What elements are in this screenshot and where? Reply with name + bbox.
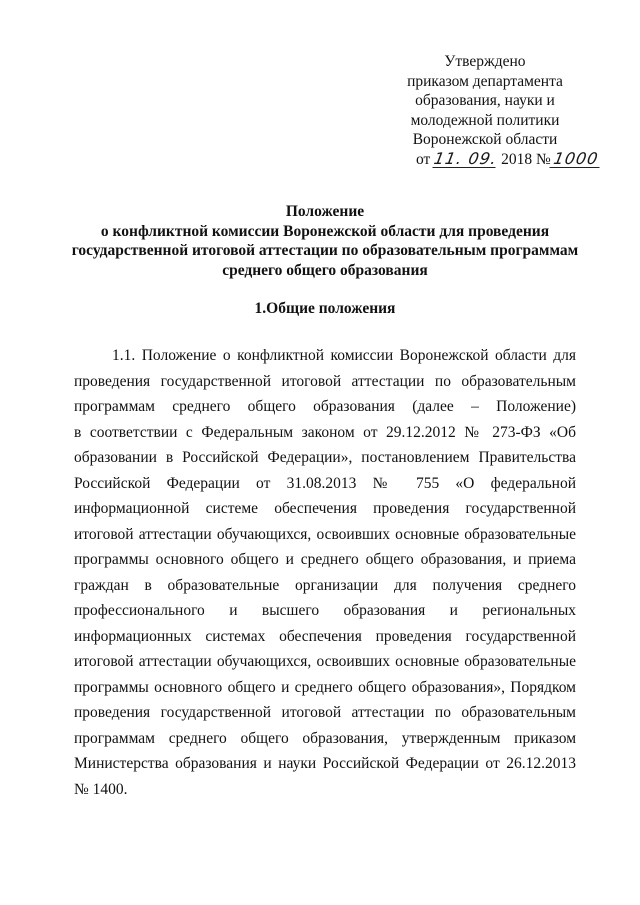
paragraph-line-text: Российской Федерации от 31.08.2013 № 755 «О федеральной [74, 474, 576, 492]
approval-line-policy: молодежной политики [410, 111, 560, 129]
paragraph-line [74, 573, 576, 599]
paragraph-line-text: информационных системах обеспечения проведения государственной [74, 627, 576, 645]
paragraph-line-text: программам среднего общего образования (далее – Положение) [74, 398, 576, 415]
paragraph-1-1 [74, 343, 576, 802]
paragraph-line [74, 369, 576, 395]
paragraph-line-text: итоговой аттестации обучающихся, освоивших основные образовательные [74, 525, 576, 543]
paragraph-line-text: 1.1. Положение о конфликтной комиссии Воронежской области для [112, 347, 576, 364]
paragraph-line [74, 675, 576, 701]
paragraph-line [74, 420, 576, 446]
paragraph-line-text: программы основного общего и среднего общего образования», Порядком [74, 678, 576, 696]
paragraph-line [74, 496, 576, 522]
number-sign: № [535, 150, 551, 168]
paragraph-line [74, 394, 576, 420]
handwritten-order-number: 1000 [549, 150, 602, 168]
approval-year: 2018 [501, 150, 533, 168]
document-title [60, 202, 590, 280]
section-heading: 1.Общие положения [254, 300, 396, 317]
paragraph-line-text: Министерства образования и науки Российской Федерации от 26.12.2013 [74, 755, 576, 772]
handwritten-date: 11. 09. [432, 148, 499, 168]
paragraph-line-text: в соответствии с Федеральным законом от 29.12.2012 № 273-ФЗ «Об [74, 423, 576, 441]
title-line-4: среднего общего образования [222, 261, 428, 279]
paragraph-line-text: образовании в Российской Федерации», постановлением Правительства [74, 449, 576, 466]
paragraph-line-text: программы основного общего и среднего общего образования, и приема [74, 551, 576, 568]
paragraph-line-text: проведения государственной итоговой аттестации по образовательным [74, 372, 576, 390]
approval-stamp-block [400, 52, 600, 169]
approval-line-approved: Утверждено [444, 53, 526, 70]
title-line-3: государственной итоговой аттестации по образовательным программам [71, 242, 579, 259]
paragraph-line-text: граждан в образовательные организации для получения среднего [74, 576, 576, 594]
paragraph-line-text: итоговой аттестации обучающихся, освоивших основные образовательные [74, 653, 576, 670]
paragraph-line-text: программам среднего общего образования, утвержденным приказом [74, 729, 576, 747]
paragraph-line-text: проведения государственной итоговой аттестации по образовательным [74, 704, 576, 721]
paragraph-line-text: информационной системе обеспечения проведения государственной [74, 500, 576, 517]
paragraph-line [74, 343, 576, 369]
paragraph-line [74, 598, 576, 624]
paragraph-line [74, 649, 576, 675]
title-line-2: о конфликтной комиссии Воронежской области для проведения [100, 222, 550, 240]
approval-date-line [400, 148, 600, 170]
paragraph-line [74, 726, 576, 752]
approval-line-order: приказом департамента [407, 72, 563, 90]
paragraph-line [74, 751, 576, 777]
paragraph-line [74, 547, 576, 573]
paragraph-line [74, 471, 576, 497]
approval-line-region: Воронежской области [412, 131, 558, 148]
paragraph-line-text: № 1400. [74, 780, 128, 798]
paragraph-line [74, 445, 576, 471]
date-prefix: от [416, 150, 431, 168]
paragraph-line [74, 522, 576, 548]
title-line-1: Положение [285, 203, 365, 220]
paragraph-line [74, 777, 576, 803]
paragraph-line [74, 624, 576, 650]
paragraph-line-text: профессионального и высшего образования и региональных [74, 602, 576, 619]
approval-line-department: образования, науки и [415, 92, 555, 109]
paragraph-line [74, 700, 576, 726]
